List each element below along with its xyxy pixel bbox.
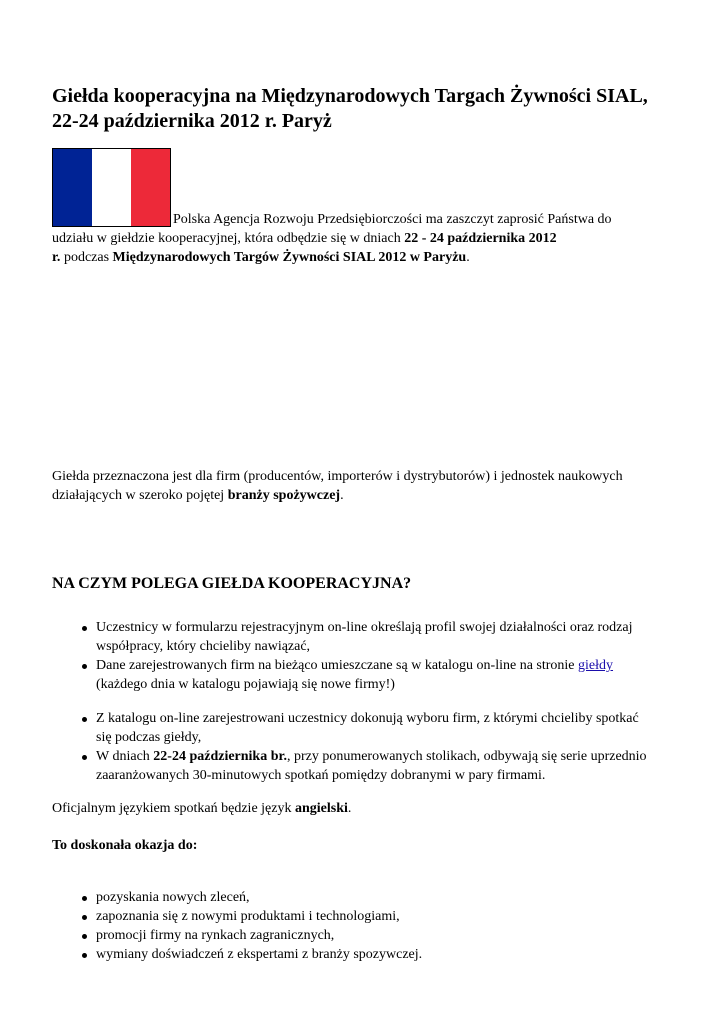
title-line-1: Giełda kooperacyjna na Międzynarodowych Targach Żywności SIAL, [52,85,648,107]
list-item-line: się podczas giełdy, [96,730,202,745]
gielda-link[interactable]: giełdy [578,658,614,673]
target-paragraph [52,467,692,505]
list-item-line: Uczestnicy w formularzu rejestracyjnym on-line określają profil swojej działalności oraz rodzaj [96,620,633,635]
target-industry: branży spożywczej [227,488,341,503]
intro-text: udziału w giełdzie kooperacyjnej, która odbędzie się w dniach [52,231,405,246]
list-item [52,618,682,656]
list-item-line: zaaranżowanych 30-minutowych spotkań pomiędzy dobranymi w pary firmami. [96,768,546,783]
opportunity-heading: To doskonała okazja do: [52,838,198,853]
intro-dates-suffix: r. [52,250,61,265]
list-item-dates: 22-24 października br. [153,749,287,764]
how-it-works-list-1 [52,618,682,694]
list-item-line [96,656,682,675]
target-line-2 [52,486,692,505]
language-name: angielski [294,801,348,816]
list-item-text: Dane zarejestrowanych firm na bieżąco umieszczane są w katalogu on-line na stronie [96,658,579,673]
intro-text-2: podczas [60,250,113,265]
list-item-line [96,747,682,766]
list-item-line: współpracy, który chcieliby nawiązać, [96,639,311,654]
intro-period: . [466,250,470,265]
intro-line-3 [52,248,652,267]
list-item [52,656,682,694]
list-item-line: (każdego dnia w katalogu pojawiają się nowe firmy!) [96,677,395,692]
intro-line-1: Polska Agencja Rozwoju Przedsiębiorczości ma zaszczyt zaprosić Państwa do [173,212,612,227]
list-item-text: , przy ponumerowanych stolikach, odbywają się serie uprzednio [286,749,647,764]
list-item-line: Z katalogu on-line zarejestrowani uczestnicy dokonują wyboru firm, z którymi chcieliby spotkać [96,711,639,726]
how-it-works-list-2 [52,709,682,785]
section-heading: NA CZYM POLEGA GIEŁDA KOOPERACYJNA? [52,575,412,592]
target-period: . [340,488,344,503]
intro-event-name: Międzynarodowych Targów Żywności SIAL 2012 w Paryżu [112,250,467,265]
intro-dates: 22 - 24 października 2012 [404,231,557,246]
language-paragraph [52,799,351,818]
language-text: Oficjalnym językiem spotkań będzie język [52,801,295,816]
list-item: wymiany doświadczeń z ekspertami z branży spozywczej. [52,945,682,964]
list-item-text: W dniach [96,749,154,764]
intro-line-2 [52,229,652,248]
opportunity-list [52,888,682,964]
page-title [52,84,692,134]
list-item: zapoznania się z nowymi produktami i technologiami, [52,907,682,926]
target-line-1: Giełda przeznaczona jest dla firm (producentów, importerów i dystrybutorów) i jednostek naukowych [52,469,623,484]
list-item [52,747,682,785]
title-line-2: 22-24 października 2012 r. Paryż [52,110,332,132]
intro-paragraph [52,210,652,267]
list-item [52,709,682,747]
list-item: pozyskania nowych zleceń, [52,888,682,907]
target-text: działających w szeroko pojętej [52,488,228,503]
list-item: promocji firmy na rynkach zagranicznych, [52,926,682,945]
language-period: . [347,801,352,816]
